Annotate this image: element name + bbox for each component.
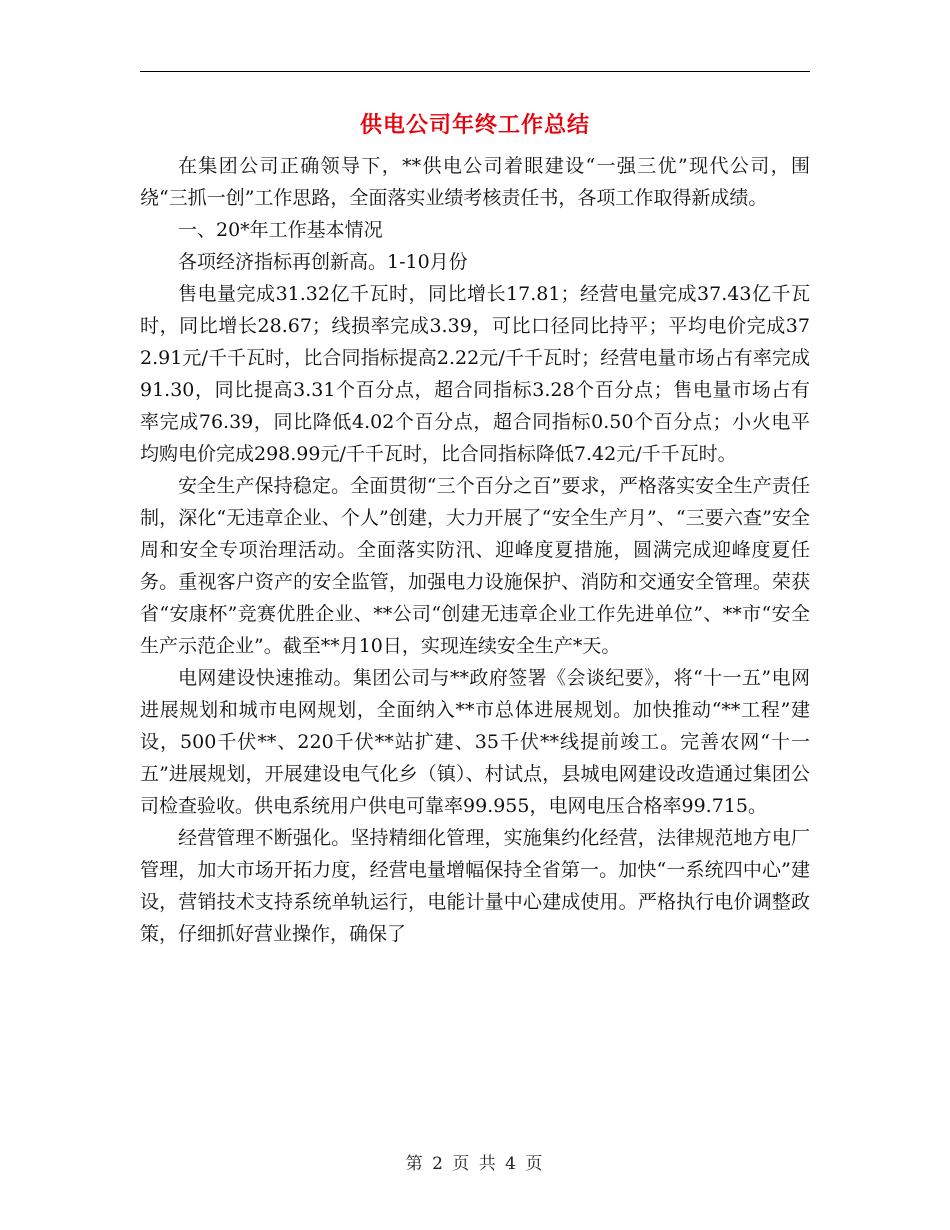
paragraph-intro: 在集团公司正确领导下，**供电公司着眼建设“一强三优”现代公司，围绕“三抓一创”工作思路，全面落实业绩考核责任书，各项工作取得新成绩。 [140,155,810,209]
header-rule [140,71,810,72]
paragraph-management: 经营管理不断强化。坚持精细化管理，实施集约化经营，法律规范地方电厂管理，加大市场开拓力度，经营电量增幅保持全省第一。加快“一系统四中心”建设，营销技术支持系统单轨运行，电能计量中心建成使用。严格执行电价调整政策，仔细抓好营业操作，确保了 [140,827,810,945]
document-title: 供电公司年终工作总结 [359,112,590,138]
paragraph-grid-construction: 电网建设快速推动。集团公司与**政府签署《会谈纪要》，将“十一五”电网进展规划和城市电网规划，全面纳入**市总体进展规划。加快推动“**工程”建设，500千伏**、220千伏**站扩建、35千伏**线提前竣工。完善农网“十一五”进展规划，开展建设电气化乡（镇）、村试点，县城电网建设改造通过集团公司检查验收。供电系统用户供电可靠率99.955，电网电压合格率99.715。 [140,667,810,817]
page-number: 第 2 页 共 4 页 [405,1154,545,1174]
paragraph-economic-indicators: 售电量完成31.32亿千瓦时，同比增长17.81；经营电量完成37.43亿千瓦时，同比增长28.67；线损率完成3.39，可比口径同比持平；平均电价完成372.91元/千千瓦时，比合同指标提高2.22元/千千瓦时；经营电量市场占有率完成91.30，同比提高3.31个百分点，超合同指标3.28个百分点；售电量市场占有率完成76.39，同比降低4.02个百分点，超合同指标0.50个百分点；小火电平均购电价完成298.99元/千千瓦时，比合同指标降低7.42元/千千瓦时。 [140,283,810,465]
section-heading: 一、20*年工作基本情况 [178,219,383,241]
paragraph-economic-heading: 各项经济指标再创新高。1-10月份 [178,251,468,273]
document-body [140,150,810,950]
paragraph-safety: 安全生产保持稳定。全面贯彻“三个百分之百”要求，严格落实安全生产责任制，深化“无违章企业、个人”创建，大力开展了“安全生产月”、“三要六查”安全周和安全专项治理活动。全面落实防汛、迎峰度夏措施，圆满完成迎峰度夏任务。重视客户资产的安全监管，加强电力设施保护、消防和交通安全管理。荣获省“安康杯”竞赛优胜企业、**公司“创建无违章企业工作先进单位”、**市“安全生产示范企业”。截至**月10日，实现连续安全生产*天。 [140,475,810,657]
